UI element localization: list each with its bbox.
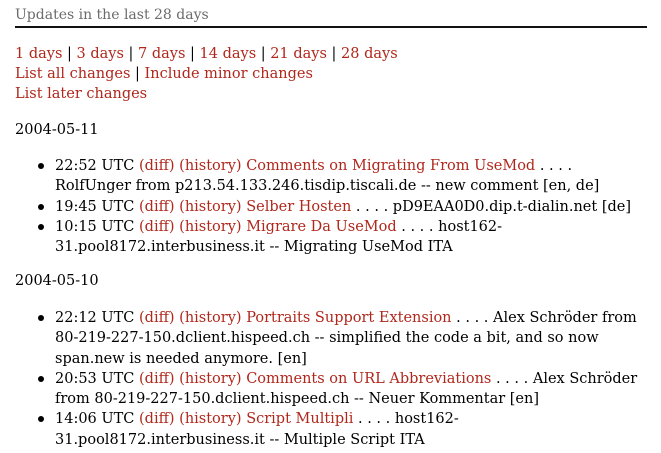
list-item (38, 156, 648, 197)
change-list (38, 156, 648, 257)
diff-link[interactable]: (diff) (139, 411, 175, 428)
list-all-changes-link[interactable]: List all changes (15, 66, 131, 82)
separator-dots: . . . . (456, 310, 489, 326)
separator-dots: . . . . (401, 218, 434, 235)
list-item (38, 217, 648, 258)
diff-link[interactable]: (diff) (139, 370, 175, 387)
author-name: Alex Schröder (493, 310, 598, 326)
nav-separator: | (130, 66, 145, 82)
author-host: from p213.54.133.246.tisdip.tiscali.de (135, 178, 417, 195)
change-time: 19:45 UTC (55, 198, 135, 215)
range-28-days-link[interactable]: 28 days (341, 46, 398, 62)
change-summary: -- Multiple Script ITA (269, 431, 425, 448)
day-heading: 2004-05-10 (15, 273, 99, 289)
change-summary: -- new comment [en, de] (420, 178, 600, 195)
list-later-changes-link[interactable]: List later changes (15, 86, 148, 102)
page-title: Updates in the last 28 days (15, 7, 209, 23)
list-item (38, 308, 648, 369)
change-time: 22:52 UTC (55, 158, 135, 174)
separator-dots: . . . . (357, 411, 391, 428)
range-21-days-link[interactable]: 21 days (270, 46, 327, 62)
include-minor-changes-link[interactable]: Include minor changes (144, 66, 313, 82)
page-link[interactable]: Portraits Support Extension (246, 310, 452, 326)
filter-nav (15, 64, 313, 84)
history-link[interactable]: (history) (179, 411, 242, 428)
page-link[interactable]: Selber Hosten (246, 198, 352, 215)
list-item (38, 197, 648, 217)
author-name: host162-31.pool8172.interbusiness.it (55, 218, 503, 256)
nav-separator: | (62, 46, 77, 62)
history-link[interactable]: (history) (179, 310, 242, 326)
list-item (38, 409, 648, 450)
diff-link[interactable]: (diff) (139, 198, 175, 215)
history-link[interactable]: (history) (179, 158, 242, 174)
history-link[interactable]: (history) (179, 218, 242, 235)
change-summary: [de] (601, 198, 632, 215)
nav-separator: | (326, 46, 342, 62)
author-name: Alex Schröder (532, 370, 638, 387)
page-link[interactable]: Comments on URL Abbreviations (246, 370, 492, 387)
separator-dots: . . . . (539, 158, 573, 174)
change-time: 10:15 UTC (55, 218, 135, 235)
author-name: host162-31.pool8172.interbusiness.it (55, 411, 459, 448)
range-14-days-link[interactable]: 14 days (199, 46, 257, 62)
change-summary: -- simplified the code a bit, and so now span.new is needed anymore. [en] (55, 330, 599, 367)
day-range-nav (15, 44, 398, 64)
change-time: 20:53 UTC (55, 370, 135, 387)
diff-link[interactable]: (diff) (139, 218, 175, 235)
change-time: 14:06 UTC (55, 411, 135, 428)
author-host: from 80-219-227-150.dclient.hispeed.ch (55, 310, 637, 347)
page-link[interactable]: Script Multipli (246, 411, 354, 428)
change-summary: -- Migrating UseMod ITA (269, 239, 453, 256)
nav-separator: | (256, 46, 271, 62)
range-1-days-link[interactable]: 1 days (15, 46, 63, 62)
day-heading: 2004-05-11 (15, 122, 99, 138)
change-time: 22:12 UTC (55, 310, 135, 326)
separator-dots: . . . . (355, 198, 389, 215)
change-summary: -- Neuer Kommentar [en] (354, 391, 540, 408)
title-rule (15, 26, 647, 28)
change-list (38, 308, 648, 450)
range-7-days-link[interactable]: 7 days (138, 46, 186, 62)
history-link[interactable]: (history) (179, 198, 242, 215)
nav-separator: | (185, 46, 200, 62)
page-link[interactable]: Comments on Migrating From UseMod (246, 158, 536, 174)
later-nav (15, 84, 147, 104)
author-name: RolfUnger (55, 178, 132, 195)
list-item (38, 369, 648, 410)
page-link[interactable]: Migrare Da UseMod (246, 218, 397, 235)
author-name: pD9EAA0D0.dip.t-dialin.net (392, 198, 598, 215)
author-host: from 80-219-227-150.dclient.hispeed.ch (55, 391, 350, 408)
separator-dots: . . . . (495, 370, 529, 387)
diff-link[interactable]: (diff) (139, 158, 175, 174)
range-3-days-link[interactable]: 3 days (76, 46, 124, 62)
nav-separator: | (123, 46, 139, 62)
diff-link[interactable]: (diff) (139, 310, 175, 326)
history-link[interactable]: (history) (179, 370, 242, 387)
